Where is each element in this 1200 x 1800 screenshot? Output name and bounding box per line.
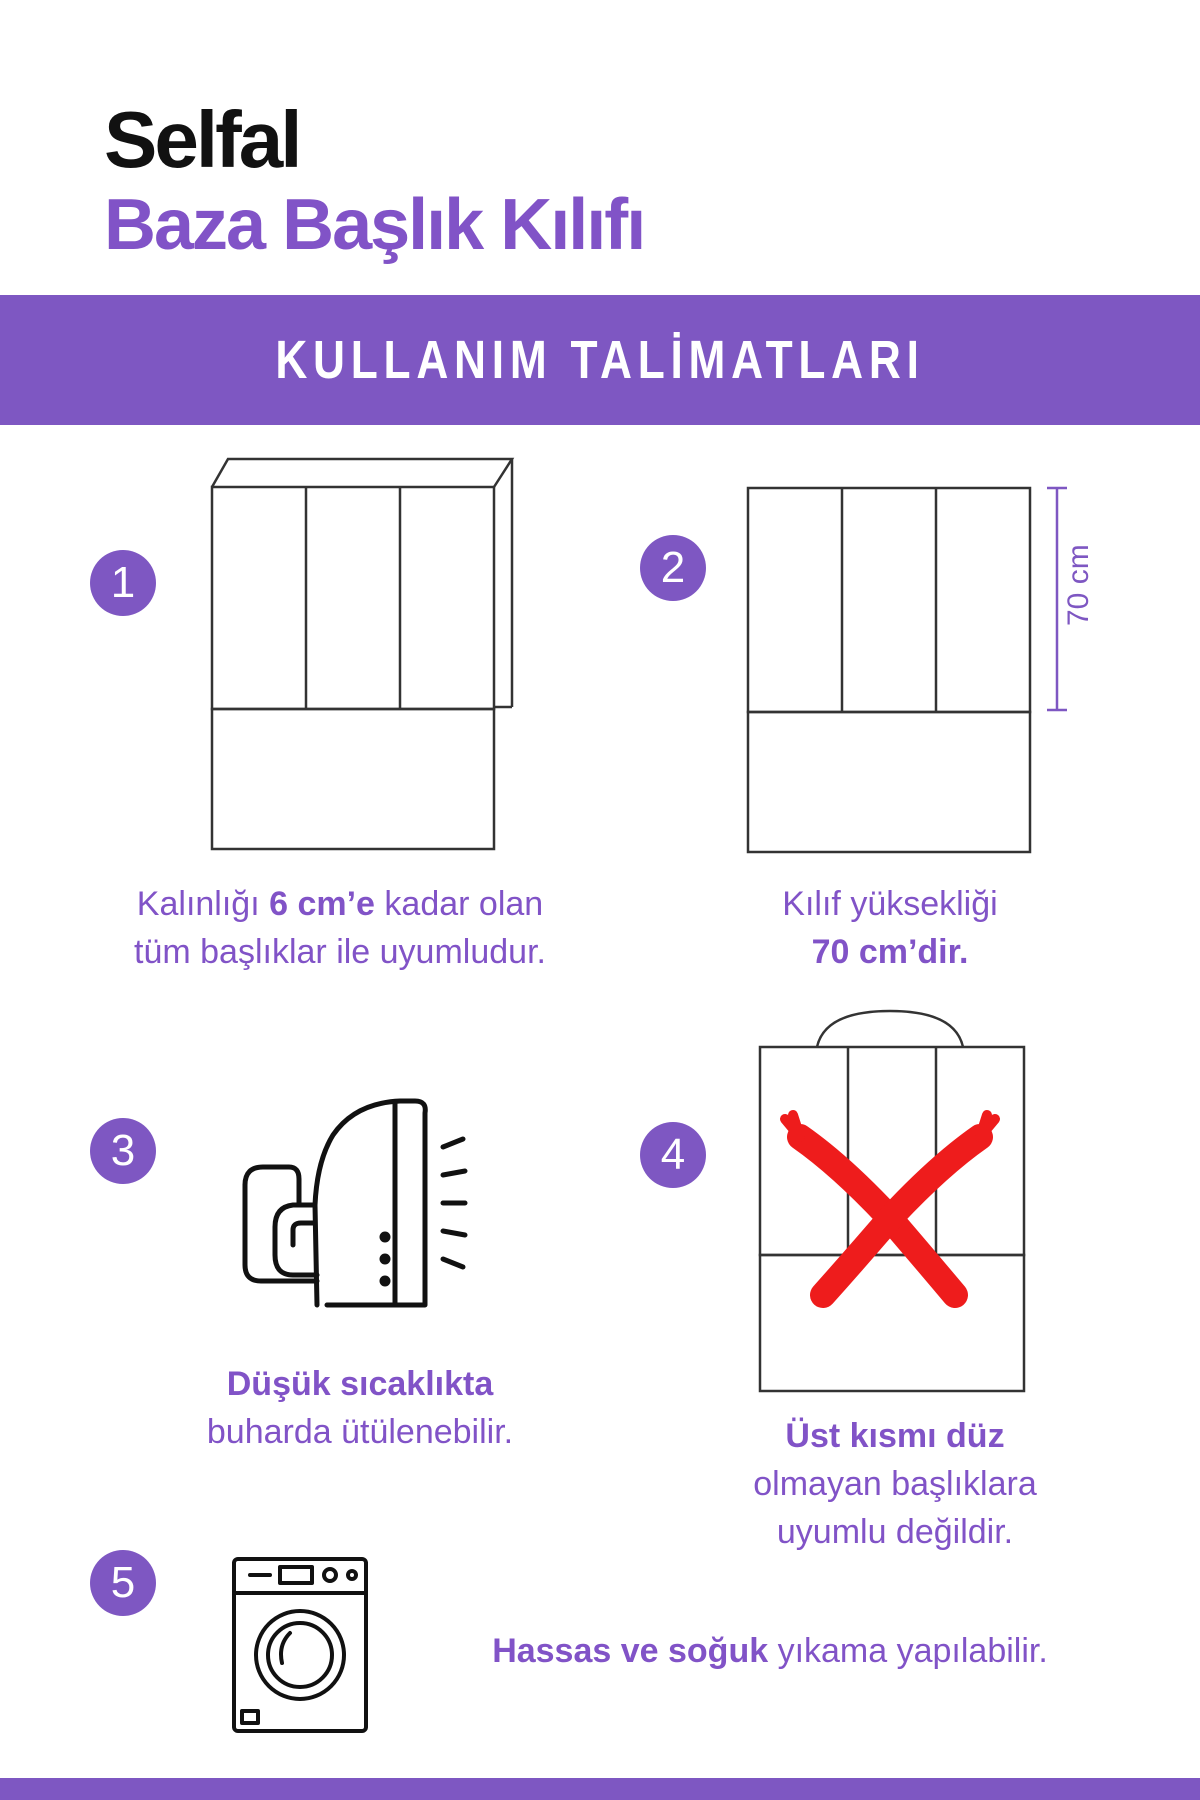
step-2-number: 2	[640, 535, 706, 601]
instructions-banner	[0, 295, 1200, 425]
svg-text:70 cm: 70 cm	[1062, 544, 1095, 626]
step-1-caption	[60, 880, 620, 976]
headboard-with-cover-icon	[200, 455, 520, 855]
step-5-caption: Hassas ve soğuk yıkama yapılabilir.	[492, 1632, 1048, 1670]
caption-line: Kılıf yüksekliği	[782, 885, 998, 923]
washing-machine-icon	[230, 1555, 370, 1735]
brand-name: Selfal	[104, 95, 300, 184]
bottom-bar	[0, 1778, 1200, 1800]
caption-line: 70 cm’dir.	[811, 933, 969, 971]
caption-line: Düşük sıcaklıkta	[226, 1365, 494, 1403]
step-5-number: 5	[90, 1550, 156, 1616]
steam-iron-icon	[235, 1095, 475, 1315]
caption-line: olmayan başlıklara	[753, 1465, 1037, 1503]
step-4-caption	[660, 1412, 1130, 1556]
banner-title: KULLANIM TALİMATLARI	[275, 330, 925, 390]
caption-line: Üst kısmı düz	[785, 1417, 1005, 1455]
caption-line: Kalınlığı 6 cm’e kadar olan	[136, 885, 544, 923]
product-title: Baza Başlık Kılıfı	[104, 185, 645, 265]
step-3-caption	[130, 1360, 590, 1456]
step-4-number: 4	[640, 1122, 706, 1188]
step-3-number: 3	[90, 1118, 156, 1184]
step-1-number: 1	[90, 550, 156, 616]
headboard-height-icon	[745, 485, 1075, 855]
dimension-label	[1050, 530, 1110, 650]
step-2-caption	[660, 880, 1120, 976]
caption-line: uyumlu değildir.	[776, 1513, 1014, 1551]
caption-line: buharda ütülenebilir.	[206, 1413, 514, 1451]
curved-headboard-crossed-icon	[755, 1005, 1025, 1395]
caption-line: tüm başlıklar ile uyumludur.	[134, 933, 546, 971]
